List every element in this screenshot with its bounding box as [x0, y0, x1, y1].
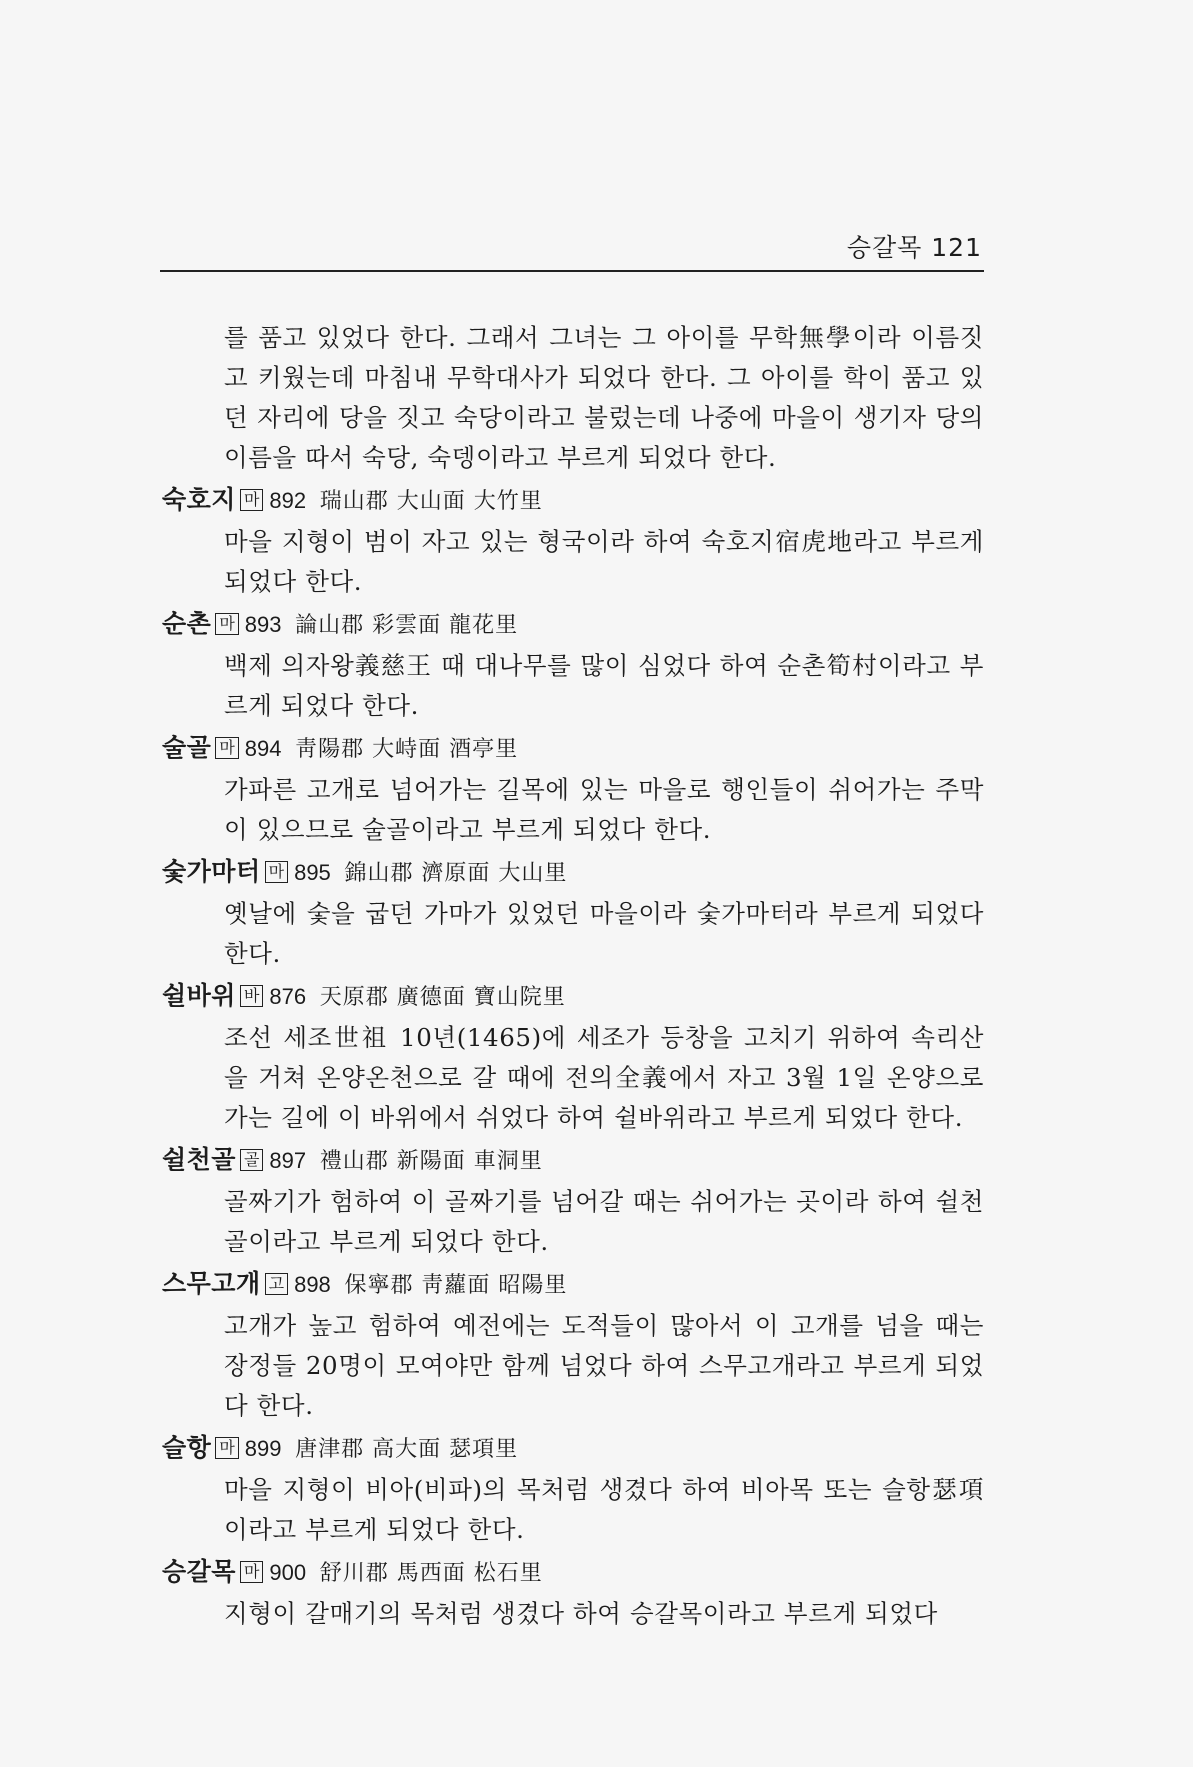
entry-heading [162, 1140, 984, 1182]
entry-heading [162, 604, 984, 646]
entry-898 [162, 1264, 984, 1426]
entry-name: 슬항 [162, 1433, 212, 1462]
entry-location: 保寧郡 靑蘿面 昭陽里 [344, 1273, 568, 1298]
entry-text: 지형이 갈매기의 목처럼 생겼다 하여 승갈목이라고 부르게 되었다 [224, 1599, 938, 1628]
entry-number: 898 [294, 1272, 331, 1297]
category-mark: 마 [265, 861, 288, 883]
entry-name: 술골 [162, 733, 212, 762]
entry-number: 897 [269, 1148, 307, 1173]
entry-heading [162, 976, 984, 1018]
entry-name: 숯가마터 [162, 857, 261, 886]
entry-894 [162, 728, 984, 850]
category-mark: 마 [240, 489, 263, 511]
entry-number: 894 [244, 736, 282, 761]
entry-name: 승갈목 [162, 1557, 236, 1586]
category-mark: 마 [240, 1561, 263, 1583]
running-header: 승갈목 121 [846, 233, 982, 262]
entry-heading [162, 1428, 984, 1470]
entry-text: 고개가 높고 험하여 예전에는 도적들이 많아서 이 고개를 넘을 때는 장정들 20명이 모여야만 함께 넘었다 하여 스무고개라고 부르게 되었다 한다. [224, 1311, 984, 1420]
entry-location: 舒川郡 馬西面 松石里 [319, 1561, 543, 1586]
entry-895 [162, 852, 984, 974]
entry-text: 골짜기가 험하여 이 골짜기를 넘어갈 때는 쉬어가는 곳이라 하여 쉴천골이라고 부르게 되었다 한다. [224, 1187, 984, 1256]
entry-heading [162, 480, 984, 522]
entry-name: 쉴천골 [162, 1145, 236, 1174]
category-mark: 바 [240, 985, 263, 1007]
header-rule [160, 270, 984, 272]
intro-paragraph: 를 품고 있었다 한다. 그래서 그녀는 그 아이를 무학無學이라 이름짓고 키웠는데 마침내 무학대사가 되었다 한다. 그 아이를 학이 품고 있던 자리에 당을 짓고 숙당이라고 불렀는데 나중에 마을이 생기자 당의 이름을 따서 숙당, 숙뎅이라고 부르게 되었다 한다. [224, 323, 984, 472]
entry-heading [162, 852, 984, 894]
entry-heading [162, 1264, 984, 1306]
page-body [162, 318, 984, 1634]
entry-text: 백제 의자왕義慈王 때 대나무를 많이 심었다 하여 순촌筍村이라고 부르게 되었다 한다. [224, 651, 984, 720]
entry-number: 892 [269, 488, 307, 513]
entry-name: 순촌 [162, 609, 212, 638]
entry-893 [162, 604, 984, 726]
category-mark: 골 [240, 1149, 263, 1171]
entry-897 [162, 1140, 984, 1262]
entry-text: 마을 지형이 범이 자고 있는 형국이라 하여 숙호지宿虎地라고 부르게 되었다 한다. [224, 527, 984, 596]
entry-899 [162, 1428, 984, 1550]
entry-location: 唐津郡 高大面 瑟項里 [295, 1437, 519, 1462]
entry-location: 瑞山郡 大山面 大竹里 [319, 489, 543, 514]
entry-location: 靑陽郡 大峙面 酒亭里 [295, 737, 519, 762]
entry-name: 숙호지 [162, 485, 236, 514]
entry-location: 錦山郡 濟原面 大山里 [344, 861, 568, 886]
entry-900 [162, 1552, 984, 1634]
category-mark: 마 [215, 613, 238, 635]
entry-location: 論山郡 彩雲面 龍花里 [295, 613, 519, 638]
entry-heading [162, 1552, 984, 1594]
entry-name: 스무고개 [162, 1269, 261, 1298]
entry-location: 天原郡 廣德面 寶山院里 [319, 985, 566, 1010]
entry-text: 가파른 고개로 넘어가는 길목에 있는 마을로 행인들이 쉬어가는 주막이 있으므로 술골이라고 부르게 되었다 한다. [224, 775, 984, 844]
entry-number: 899 [244, 1436, 282, 1461]
entry-text: 마을 지형이 비아(비파)의 목처럼 생겼다 하여 비아목 또는 슬항瑟項이라고 부르게 되었다 한다. [224, 1475, 984, 1544]
category-mark: 마 [215, 737, 238, 759]
entry-text: 옛날에 숯을 굽던 가마가 있었던 마을이라 숯가마터라 부르게 되었다 한다. [224, 899, 984, 968]
entry-number: 900 [269, 1560, 307, 1585]
entry-text: 조선 세조世祖 10년(1465)에 세조가 등창을 고치기 위하여 속리산을 거쳐 온양온천으로 갈 때에 전의全義에서 자고 3월 1일 온양으로 가는 길에 이 바위에서 쉬었다 하여 쉴바위라고 부르게 되었다 한다. [224, 1023, 984, 1132]
category-mark: 마 [215, 1437, 238, 1459]
entry-heading [162, 728, 984, 770]
entry-892 [162, 480, 984, 602]
entry-number: 893 [244, 612, 282, 637]
category-mark: 고 [265, 1273, 288, 1295]
entry-number: 895 [294, 860, 331, 885]
entry-name: 쉴바위 [162, 981, 236, 1010]
entry-876 [162, 976, 984, 1138]
entry-number: 876 [269, 984, 307, 1009]
entry-location: 禮山郡 新陽面 車洞里 [319, 1149, 543, 1174]
